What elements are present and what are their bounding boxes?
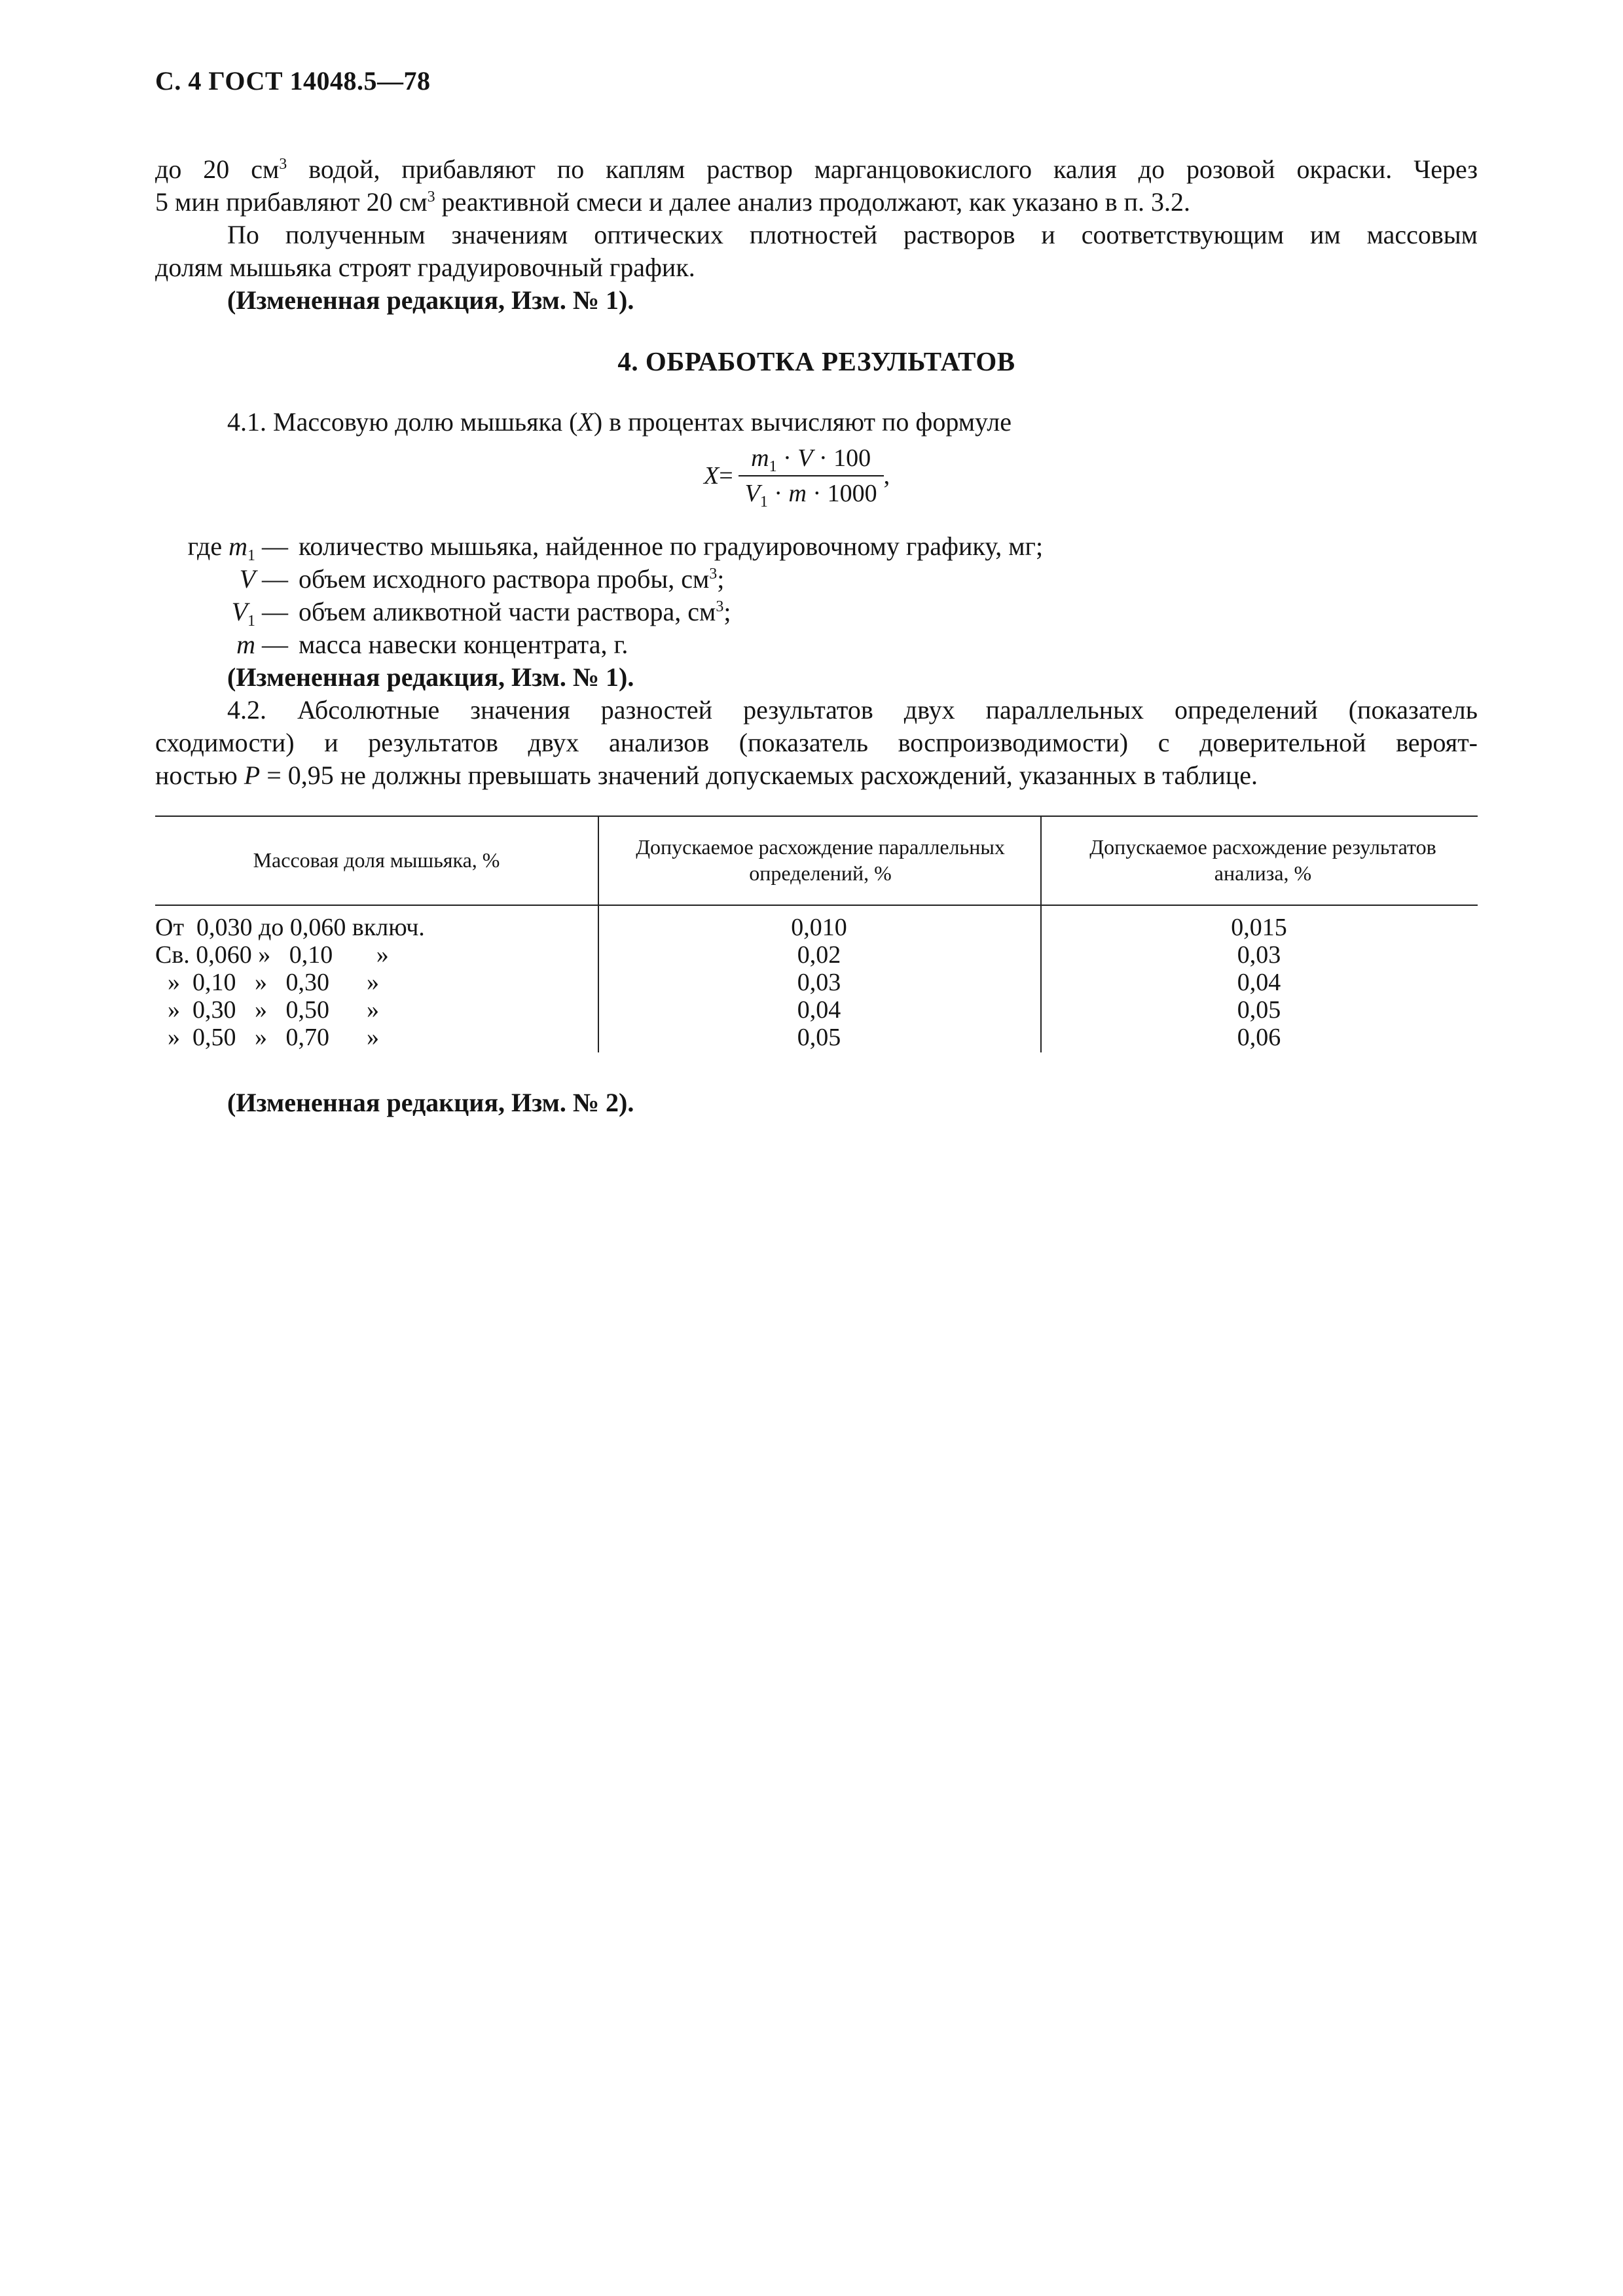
- page-header: С. 4 ГОСТ 14048.5—78: [155, 66, 431, 96]
- paragraph-line: 5 мин прибавляют 20 $см^3$ реактивной смеси и далее анализ продолжают, как указано в п. 3.2.: [155, 187, 1191, 217]
- definition-item: V — объем исходного раствора пробы, $см^3$;: [239, 564, 725, 594]
- table-header-cell: Массовая доля мышьяка, %: [253, 848, 500, 872]
- table-rule-top: [155, 816, 1478, 817]
- paragraph-line: По полученным значениям оптических плотностей растворов и соответствующим им массовым: [227, 220, 1478, 249]
- paragraph-line: до 20 $см^3$ водой, прибавляют по каплям раствор марганцовокислого калия до розовой окраски. Через: [155, 154, 1478, 184]
- change-note: (Измененная редакция, Изм. № 2).: [227, 1088, 634, 1117]
- definition-item: m — масса навески концентрата, г.: [236, 630, 629, 659]
- paragraph-line: 4.2. Абсолютные значения разностей результатов двух параллельных определений (показатель: [227, 695, 1478, 725]
- paragraph-line: ностью P = 0,95 не должны превышать значений допускаемых расхождений, указанных в таблице.: [155, 761, 1258, 790]
- formula-fraction: [739, 444, 884, 511]
- formula: X = $\frac{m_1 \cdot V \cdot 100}{V_1 \cdot m \cdot 1000}$ ,: [704, 444, 890, 511]
- table-rule-header: [155, 905, 1478, 906]
- table-header-cell: Допускаемое расхождение параллельных определений, %: [636, 835, 1005, 885]
- paragraph-line: долям мышьяка строят градуировочный график.: [155, 253, 695, 282]
- formula-numerator: $m_1 \cdot V \cdot 100$: [751, 444, 871, 475]
- definition-item: $V_1$ — объем аликвотной части раствора, $см^3$;: [231, 597, 731, 630]
- definitions-list: [155, 530, 1043, 661]
- change-note: (Измененная редакция, Изм. № 1).: [227, 285, 634, 315]
- paragraph-line: сходимости) и результатов двух анализов (показатель воспроизводимости) с доверительной вероят-: [155, 728, 1478, 757]
- change-note: (Измененная редакция, Изм. № 1).: [227, 662, 634, 692]
- formula-denominator: $V_1 \cdot m \cdot 1000$: [739, 475, 884, 508]
- table-header-cell: Допускаемое расхождение результатов анализа, %: [1089, 835, 1436, 885]
- paragraph-4-1: 4.1. Массовую долю мышьяка (X) в процентах вычисляют по формуле: [227, 407, 1012, 437]
- tolerance-table: Массовая доля мышьяка, % Допускаемое расхождение параллельных определений, % Допускаемое расхождение результатов анализа, % От 0,030 до 0,060 включ. 0,010 0,015 Св. 0,060 » 0,10 » 0,02 0,03 » 0,10 » 0,30 » 0,03 0,04 » 0,30 » 0,50 » 0,04 0,05 » 0,50 » 0,70 » 0,05 0,06: [155, 816, 1478, 1052]
- section-title: 4. ОБРАБОТКА РЕЗУЛЬТАТОВ: [617, 346, 1015, 376]
- definition-item: где $m_1$ — количество мышьяка, найденное по градуировочному графику, мг;: [187, 531, 1044, 564]
- formula-lhs: X: [704, 462, 720, 490]
